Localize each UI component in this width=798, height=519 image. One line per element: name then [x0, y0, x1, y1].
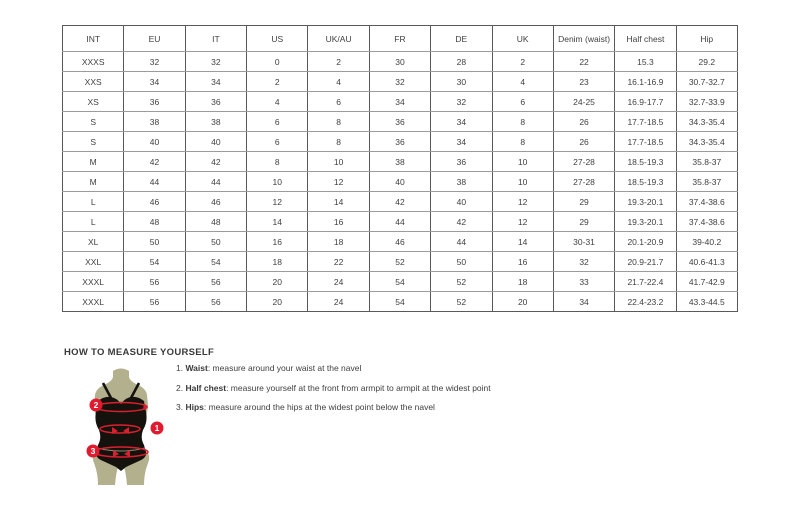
table-cell: 27-28 — [553, 152, 614, 172]
table-cell: 14 — [308, 192, 369, 212]
table-cell: 12 — [308, 172, 369, 192]
measure-step — [176, 403, 596, 412]
step-label: Half chest — [185, 382, 227, 393]
table-row — [63, 92, 738, 112]
table-cell: 22 — [308, 252, 369, 272]
table-cell: 30.7-32.7 — [676, 72, 737, 92]
step-number: 1. — [176, 363, 186, 373]
table-cell: 6 — [247, 112, 308, 132]
table-row — [63, 252, 738, 272]
table-cell: 56 — [124, 272, 185, 292]
camisole-garment — [95, 397, 146, 471]
table-cell: 52 — [431, 272, 492, 292]
col-header-it: IT — [185, 26, 246, 52]
table-cell: 8 — [492, 132, 553, 152]
table-cell: 34 — [553, 292, 614, 312]
table-row — [63, 112, 738, 132]
table-cell: 24-25 — [553, 92, 614, 112]
table-cell: XXXS — [63, 52, 124, 72]
table-cell: 32 — [185, 52, 246, 72]
chest-badge — [90, 399, 103, 412]
table-cell: 40 — [124, 132, 185, 152]
table-cell: 42 — [431, 212, 492, 232]
table-cell: 29 — [553, 192, 614, 212]
table-cell: 32 — [124, 52, 185, 72]
table-cell: 19.3-20.1 — [615, 212, 676, 232]
table-cell: 16.1-16.9 — [615, 72, 676, 92]
table-cell: 37.4-38.6 — [676, 212, 737, 232]
measure-steps-list — [176, 364, 596, 423]
table-cell: 10 — [308, 152, 369, 172]
table-row — [63, 172, 738, 192]
table-cell: 36 — [431, 152, 492, 172]
table-cell: 14 — [247, 212, 308, 232]
table-cell: XXXL — [63, 272, 124, 292]
table-cell: 8 — [247, 152, 308, 172]
table-cell: 20.1-20.9 — [615, 232, 676, 252]
table-cell: 27-28 — [553, 172, 614, 192]
table-cell: 39-40.2 — [676, 232, 737, 252]
hips-badge — [87, 445, 100, 458]
table-cell: 0 — [247, 52, 308, 72]
table-cell: 48 — [185, 212, 246, 232]
table-cell: 52 — [369, 252, 430, 272]
table-cell: 6 — [308, 92, 369, 112]
table-cell: 38 — [124, 112, 185, 132]
table-cell: 34.3-35.4 — [676, 112, 737, 132]
table-cell: 19.3-20.1 — [615, 192, 676, 212]
table-cell: 30 — [369, 52, 430, 72]
table-cell: L — [63, 212, 124, 232]
table-cell: 18.5-19.3 — [615, 152, 676, 172]
table-row — [63, 72, 738, 92]
col-header-eu: EU — [124, 26, 185, 52]
table-cell: 33 — [553, 272, 614, 292]
table-cell: 54 — [369, 272, 430, 292]
table-cell: 20 — [247, 292, 308, 312]
table-cell: 16 — [247, 232, 308, 252]
table-cell: 26 — [553, 132, 614, 152]
table-cell: 16 — [308, 212, 369, 232]
table-cell: 8 — [308, 112, 369, 132]
table-cell: 22 — [553, 52, 614, 72]
table-cell: 44 — [369, 212, 430, 232]
table-row — [63, 192, 738, 212]
table-cell: XL — [63, 232, 124, 252]
table-cell: 4 — [308, 72, 369, 92]
table-cell: 2 — [308, 52, 369, 72]
table-cell: 17.7-18.5 — [615, 132, 676, 152]
table-cell: 14 — [492, 232, 553, 252]
step-number: 2. — [176, 382, 186, 393]
table-cell: 16 — [492, 252, 553, 272]
table-cell: 12 — [492, 212, 553, 232]
table-cell: 34 — [124, 72, 185, 92]
table-cell: 22.4-23.2 — [615, 292, 676, 312]
col-header-us: US — [247, 26, 308, 52]
table-cell: 40 — [431, 192, 492, 212]
table-cell: 48 — [124, 212, 185, 232]
table-row — [63, 292, 738, 312]
table-cell: 28 — [431, 52, 492, 72]
table-cell: 54 — [185, 252, 246, 272]
table-cell: 6 — [247, 132, 308, 152]
table-cell: 34 — [431, 132, 492, 152]
table-cell: 4 — [247, 92, 308, 112]
table-cell: 34 — [431, 112, 492, 132]
table-row — [63, 272, 738, 292]
table-cell: S — [63, 132, 124, 152]
size-chart-table-wrap — [62, 25, 738, 312]
col-header-uk: UK — [492, 26, 553, 52]
step-label: Hips — [185, 402, 204, 412]
table-cell: 24 — [308, 272, 369, 292]
size-chart-table — [62, 25, 738, 312]
table-cell: 50 — [185, 232, 246, 252]
table-cell: 36 — [124, 92, 185, 112]
table-cell: 56 — [185, 272, 246, 292]
table-cell: S — [63, 112, 124, 132]
col-header-half-chest: Half chest — [615, 26, 676, 52]
table-cell: 36 — [369, 132, 430, 152]
table-cell: 50 — [431, 252, 492, 272]
waist-badge — [151, 422, 164, 435]
table-cell: 54 — [369, 292, 430, 312]
col-header-denim-waist-: Denim (waist) — [553, 26, 614, 52]
table-cell: 2 — [247, 72, 308, 92]
col-header-uk-au: UK/AU — [308, 26, 369, 52]
table-cell: 30 — [431, 72, 492, 92]
step-text: : measure yourself at the front from armpit to armpit at the widest point — [226, 382, 491, 393]
table-cell: 46 — [124, 192, 185, 212]
size-chart-header-row — [63, 26, 738, 52]
table-cell: 18.5-19.3 — [615, 172, 676, 192]
table-cell: 34 — [369, 92, 430, 112]
table-cell: 41.7-42.9 — [676, 272, 737, 292]
table-cell: M — [63, 152, 124, 172]
table-cell: 8 — [308, 132, 369, 152]
table-row — [63, 132, 738, 152]
table-cell: L — [63, 192, 124, 212]
col-header-int: INT — [63, 26, 124, 52]
step-number: 3. — [176, 402, 186, 412]
table-row — [63, 232, 738, 252]
col-header-de: DE — [431, 26, 492, 52]
table-cell: 30-31 — [553, 232, 614, 252]
col-header-fr: FR — [369, 26, 430, 52]
col-header-hip: Hip — [676, 26, 737, 52]
table-cell: 32 — [553, 252, 614, 272]
table-cell: XS — [63, 92, 124, 112]
table-cell: XXL — [63, 252, 124, 272]
table-row — [63, 152, 738, 172]
table-cell: 44 — [431, 232, 492, 252]
table-cell: M — [63, 172, 124, 192]
table-cell: 52 — [431, 292, 492, 312]
table-cell: 10 — [247, 172, 308, 192]
table-cell: 15.3 — [615, 52, 676, 72]
table-cell: 38 — [369, 152, 430, 172]
table-cell: 18 — [247, 252, 308, 272]
table-cell: 37.4-38.6 — [676, 192, 737, 212]
measurement-figure — [78, 368, 173, 493]
table-cell: 35.8-37 — [676, 152, 737, 172]
table-cell: 34.3-35.4 — [676, 132, 737, 152]
table-cell: 18 — [492, 272, 553, 292]
measure-step — [176, 384, 596, 393]
table-cell: 21.7-22.4 — [615, 272, 676, 292]
table-cell: 24 — [308, 292, 369, 312]
waist-badge-number: 1 — [154, 423, 160, 433]
table-cell: 16.9-17.7 — [615, 92, 676, 112]
table-cell: 42 — [124, 152, 185, 172]
table-cell: 32.7-33.9 — [676, 92, 737, 112]
table-cell: 38 — [431, 172, 492, 192]
table-row — [63, 212, 738, 232]
table-cell: 18 — [308, 232, 369, 252]
table-cell: 44 — [124, 172, 185, 192]
hips-badge-number: 3 — [90, 446, 96, 456]
table-cell: 2 — [492, 52, 553, 72]
chest-badge-number: 2 — [93, 400, 99, 410]
measure-step — [176, 364, 596, 373]
table-cell: 42 — [185, 152, 246, 172]
table-cell: 40 — [369, 172, 430, 192]
step-text: : measure around the hips at the widest point below the navel — [203, 402, 435, 412]
table-cell: 23 — [553, 72, 614, 92]
measure-section-heading: HOW TO MEASURE YOURSELF — [64, 347, 215, 358]
table-cell: 34 — [185, 72, 246, 92]
table-cell: 10 — [492, 172, 553, 192]
table-cell: 29 — [553, 212, 614, 232]
table-cell: 6 — [492, 92, 553, 112]
table-cell: 56 — [124, 292, 185, 312]
table-cell: 4 — [492, 72, 553, 92]
table-cell: XXS — [63, 72, 124, 92]
table-cell: 20.9-21.7 — [615, 252, 676, 272]
step-text: : measure around your waist at the navel — [207, 363, 362, 373]
table-cell: 32 — [431, 92, 492, 112]
table-cell: XXXL — [63, 292, 124, 312]
table-cell: 26 — [553, 112, 614, 132]
table-cell: 56 — [185, 292, 246, 312]
table-cell: 32 — [369, 72, 430, 92]
mannequin-illustration-icon — [78, 368, 173, 493]
table-cell: 8 — [492, 112, 553, 132]
table-cell: 36 — [185, 92, 246, 112]
table-cell: 40 — [185, 132, 246, 152]
table-cell: 38 — [185, 112, 246, 132]
table-cell: 50 — [124, 232, 185, 252]
table-cell: 46 — [185, 192, 246, 212]
table-cell: 20 — [492, 292, 553, 312]
table-cell: 54 — [124, 252, 185, 272]
table-cell: 12 — [247, 192, 308, 212]
table-cell: 42 — [369, 192, 430, 212]
table-cell: 10 — [492, 152, 553, 172]
table-row — [63, 52, 738, 72]
table-cell: 17.7-18.5 — [615, 112, 676, 132]
table-cell: 20 — [247, 272, 308, 292]
table-cell: 35.8-37 — [676, 172, 737, 192]
table-cell: 44 — [185, 172, 246, 192]
table-cell: 12 — [492, 192, 553, 212]
step-label: Waist — [185, 363, 208, 373]
table-cell: 43.3-44.5 — [676, 292, 737, 312]
table-cell: 29.2 — [676, 52, 737, 72]
table-cell: 36 — [369, 112, 430, 132]
table-cell: 46 — [369, 232, 430, 252]
table-cell: 40.6-41.3 — [676, 252, 737, 272]
